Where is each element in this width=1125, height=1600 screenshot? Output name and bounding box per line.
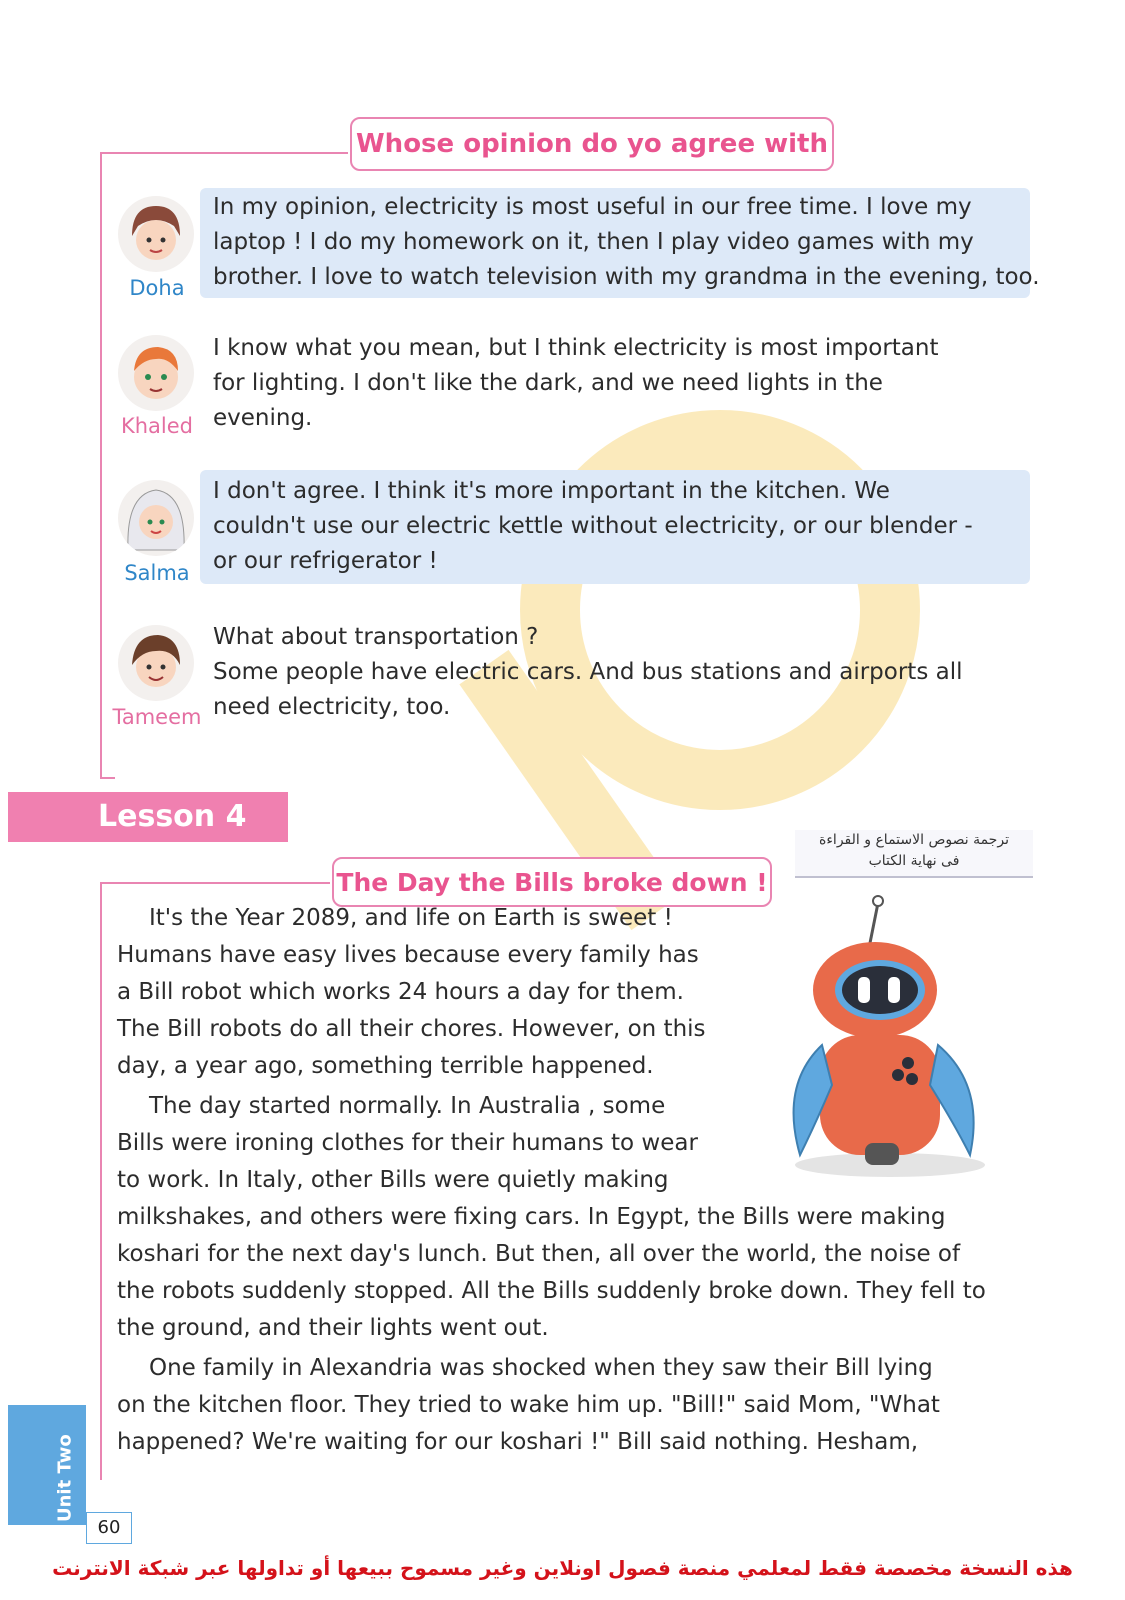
speech-line: for lighting. I don't like the dark, and we need lights in the [213,370,883,396]
speech-line: Some people have electric cars. And bus stations and airports all [213,659,963,685]
story-line: happened? We're waiting for our koshari !" Bill said nothing. Hesham, [117,1429,919,1455]
story-line: It's the Year 2089, and life on Earth is sweet ! [149,905,673,931]
translation-note-line: ترجمة نصوص الاستماع و القراءة [819,832,1009,848]
speech-line: I know what you mean, but I think electricity is most important [213,335,939,361]
speech-line: or our refrigerator ! [213,548,438,574]
opinion-frame-bottom [100,777,115,779]
translation-note [795,830,1033,878]
avatar-khaled [118,335,194,411]
opinion-frame-top [100,152,348,154]
story-line: koshari for the next day's lunch. But then, all over the world, the noise of [117,1241,961,1267]
story-line: The Bill robots do all their chores. However, on this [117,1016,706,1042]
speech-text-tameem [213,620,1043,725]
story-line: The day started normally. In Australia , some [149,1093,666,1119]
story-line: on the kitchen floor. They tried to wake him up. "Bill!" said Mom, "What [117,1392,940,1418]
story-frame-top [100,882,330,884]
footer-notice: هذه النسخة مخصصة فقط لمعلمي منصة فصول اونلاين وغير مسموح ببيعها أو تداولها عبر شبكة الانترنت [52,1556,1073,1580]
story-line: day, a year ago, something terrible happened. [117,1053,654,1079]
story-line: the ground, and their lights went out. [117,1315,549,1341]
opinion-frame-left [100,152,102,777]
opinion-heading: Whose opinion do yo agree with [350,117,834,171]
speaker-name-doha: Doha [129,276,185,300]
page-number: 60 [86,1512,132,1544]
speech-line: need electricity, too. [213,694,451,720]
speaker-name-salma: Salma [124,561,190,585]
story-line: Bills were ironing clothes for their humans to wear [117,1130,698,1156]
story-line: Humans have easy lives because every family has [117,942,699,968]
speech-line: I don't agree. I think it's more important in the kitchen. We [213,478,890,504]
speech-line: evening. [213,405,313,431]
speech-text-doha [213,190,1043,295]
speech-line: laptop ! I do my homework on it, then I play video games with my [213,229,974,255]
avatar-doha [118,196,194,272]
speech-line: What about transportation ? [213,624,539,650]
avatar-tameem [118,625,194,701]
speech-text-salma [213,474,1043,579]
speech-text-khaled [213,331,1043,436]
story-line: to work. In Italy, other Bills were quietly making [117,1167,669,1193]
avatar-salma [118,480,194,556]
story-paragraph-3 [117,1350,1027,1461]
speech-line: In my opinion, electricity is most useful in our free time. I love my [213,194,972,220]
story-paragraph-1 [117,900,727,1085]
speech-line: couldn't use our electric kettle without electricity, or our blender - [213,513,973,539]
story-frame-left [100,882,102,1480]
story-line: the robots suddenly stopped. All the Bills suddenly broke down. They fell to [117,1278,986,1304]
speaker-name-tameem: Tameem [112,705,202,729]
story-line: One family in Alexandria was shocked when they saw their Bill lying [149,1355,933,1381]
speaker-name-khaled: Khaled [120,414,194,438]
unit-label: Unit Two [54,1434,76,1522]
speech-line: brother. I love to watch television with my grandma in the evening, too. [213,264,1040,290]
lesson-title: Lesson 4 [98,799,247,834]
story-paragraph-2 [117,1088,1027,1347]
translation-note-line: فى نهاية الكتاب [868,853,960,869]
story-line: milkshakes, and others were fixing cars. In Egypt, the Bills were making [117,1204,946,1230]
story-line: a Bill robot which works 24 hours a day for them. [117,979,684,1005]
story-title: The Day the Bills broke down ! [332,857,772,907]
